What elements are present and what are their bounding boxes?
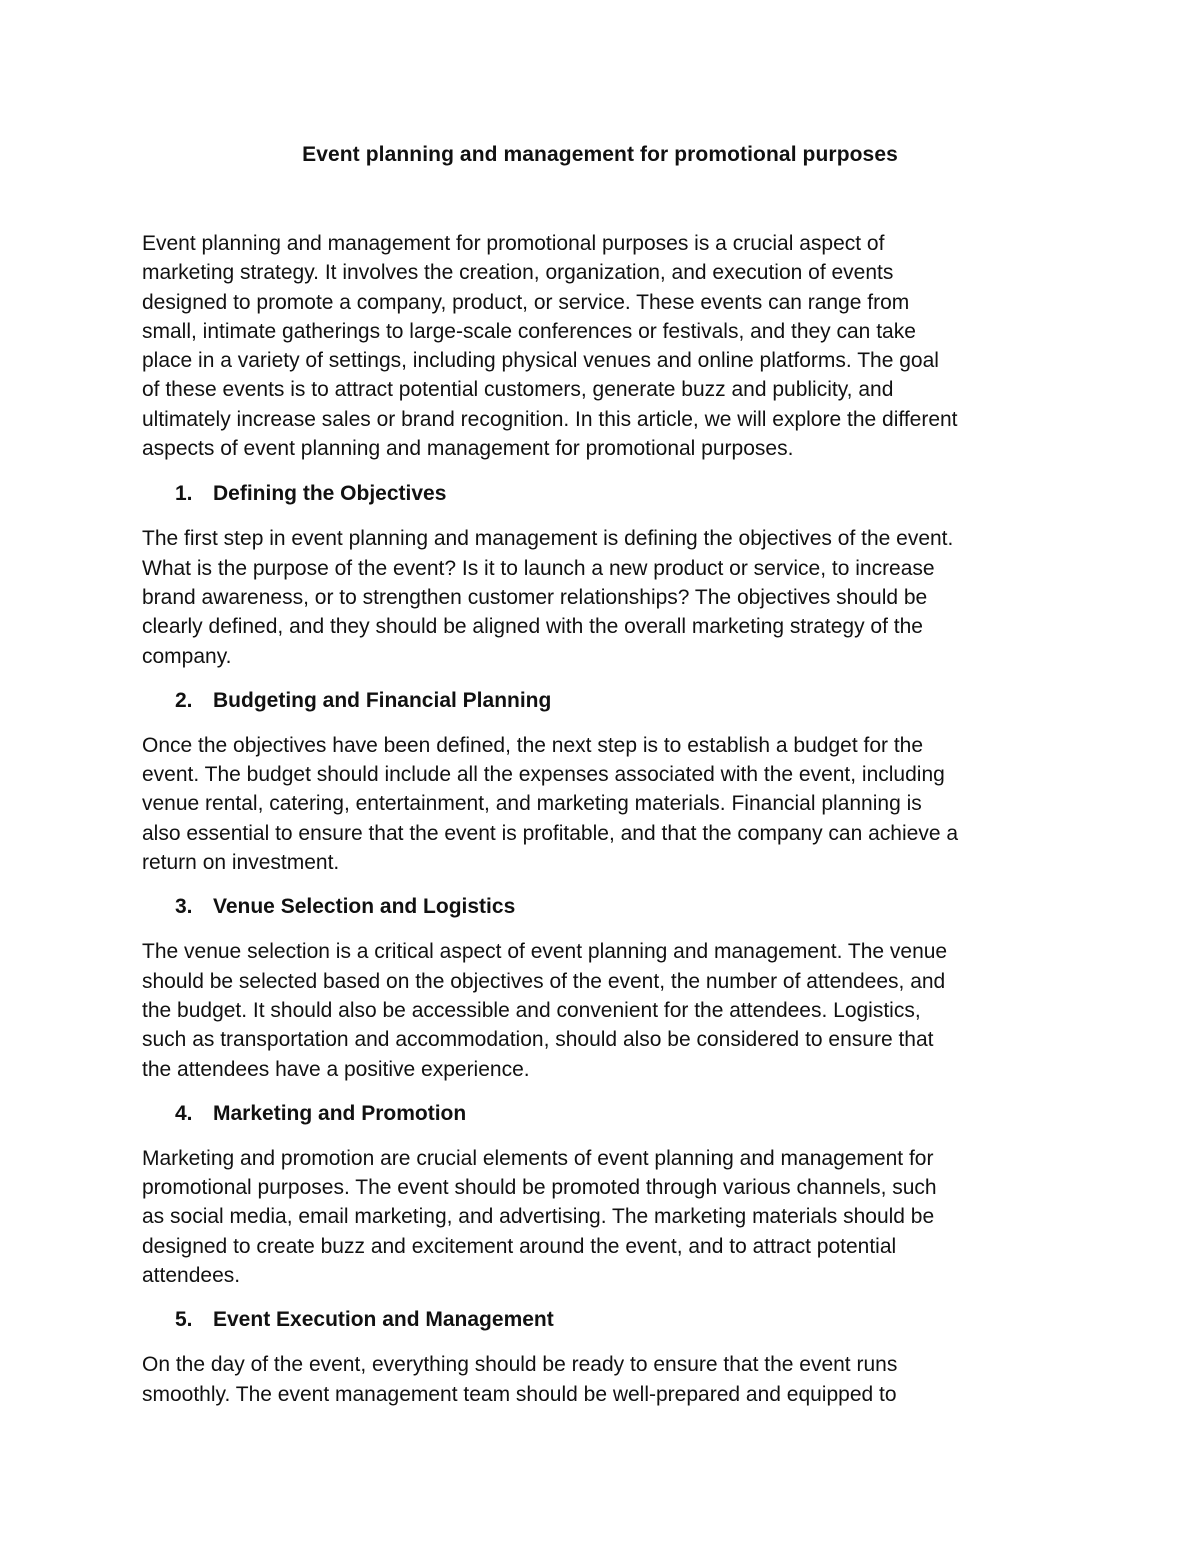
section-number: 2. <box>175 688 193 712</box>
section-body: Once the objectives have been defined, the next step is to establish a budget for the event. The budget should include all the expenses associated with the event, including venue rental, catering, entertainment, and marketing materials. Financial planning is also essential to ensure that the event is profitable, and that the company can achieve a return on investment. <box>142 733 959 875</box>
intro-paragraph: Event planning and management for promotional purposes is a crucial aspect of marketing strategy. It involves the creation, organization, and execution of events designed to promote a company, product, or service. These events can range from small, intimate gatherings to large-scale conferences or festivals, and they can take place in a variety of settings, including physical venues and online platforms. The goal of these events is to attract potential customers, generate buzz and publicity, and ultimately increase sales or brand recognition. In this article, we will explore the different aspects of event planning and management for promotional purposes. <box>142 232 958 461</box>
section-number: 5. <box>175 1308 193 1332</box>
section-2 <box>142 686 1062 877</box>
section-body: Marketing and promotion are crucial elements of event planning and management for promotional purposes. The event should be promoted through various channels, such as social media, email marketing, and advertising. The marketing materials should be designed to create buzz and excitement around the event, and to attract potential attendees. <box>142 1146 937 1288</box>
section-heading-text: Budgeting and Financial Planning <box>213 688 552 712</box>
section-heading <box>142 479 1062 508</box>
section-number: 1. <box>175 482 193 506</box>
section-heading-text: Defining the Objectives <box>213 482 447 506</box>
section-body: The venue selection is a critical aspect of event planning and management. The venue should be selected based on the objectives of the event, the number of attendees, and the budget. It should also be accessible and convenient for the attendees. Logistics, such as transportation and accommodation, should also be considered to ensure that the attendees have a positive experience. <box>142 940 948 1081</box>
document-title: Event planning and management for promotional purposes <box>302 143 898 166</box>
section-4 <box>142 1099 1062 1290</box>
section-heading <box>142 1099 1062 1128</box>
section-number: 4. <box>175 1101 193 1125</box>
section-heading <box>142 686 1062 715</box>
document-content <box>142 229 1062 1424</box>
section-1 <box>142 479 1062 670</box>
section-heading-text: Event Execution and Management <box>213 1308 554 1332</box>
section-3 <box>142 892 1062 1083</box>
section-heading-text: Marketing and Promotion <box>213 1101 467 1125</box>
section-5 <box>142 1305 1062 1409</box>
section-heading <box>142 1305 1062 1334</box>
section-heading <box>142 892 1062 921</box>
section-number: 3. <box>175 895 193 919</box>
section-body: The first step in event planning and management is defining the objectives of the event. What is the purpose of the event? Is it to launch a new product or service, to increase brand awareness, or to strengthen customer relationships? The objectives should be clearly defined, and they should be aligned with the overall marketing strategy of the company. <box>142 527 954 668</box>
section-heading-text: Venue Selection and Logistics <box>213 895 516 919</box>
section-body: On the day of the event, everything should be ready to ensure that the event runs smoothly. The event management team should be well-prepared and equipped to <box>142 1353 898 1406</box>
